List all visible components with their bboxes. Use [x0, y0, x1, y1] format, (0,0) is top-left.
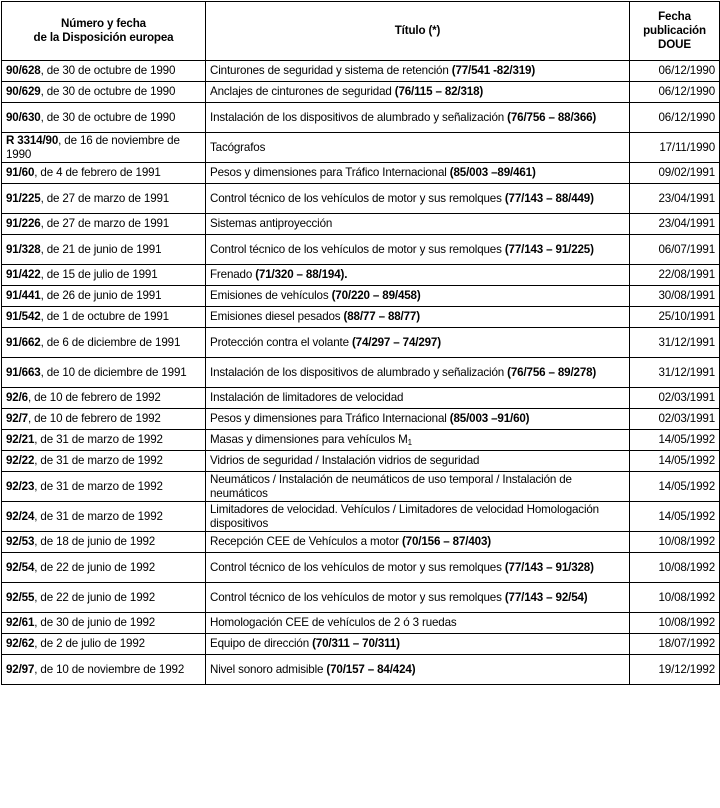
title-cell [206, 655, 630, 685]
table-row [2, 328, 720, 358]
header-col3-label: Fecha publicación DOUE [643, 10, 706, 51]
directive-number: 92/54 [6, 560, 35, 574]
directive-number: 92/97 [6, 662, 35, 676]
publication-date: 14/05/1992 [630, 502, 720, 532]
directive-date: , de 27 de marzo de 1991 [40, 217, 170, 230]
directive-title: Tacógrafos [210, 140, 266, 154]
amended-directives-ref: (77/143 – 88/449) [504, 191, 594, 205]
table-body [2, 61, 720, 685]
publication-date: 23/04/1991 [630, 184, 720, 214]
directive-date: , de 10 de febrero de 1992 [27, 391, 161, 404]
table-row [2, 613, 720, 634]
directive-number: 90/628 [6, 64, 41, 77]
directive-title: Recepción CEE de Vehículos a motor [210, 535, 399, 548]
directive-date: , de 27 de marzo de 1991 [40, 191, 170, 205]
publication-date: 10/08/1992 [630, 532, 720, 553]
directive-number: 91/226 [6, 217, 41, 230]
title-subscript: 1 [407, 438, 412, 447]
directive-date: , de 10 de noviembre de 1992 [34, 662, 185, 676]
directive-title: Sistemas antiproyección [210, 217, 333, 230]
directive-title: Masas y dimensiones para vehículos M [210, 433, 408, 446]
directive-title: Homologación CEE de vehículos de 2 ó 3 ruedas [210, 616, 457, 629]
directive-number: 91/60 [6, 166, 35, 179]
title-cell [206, 451, 630, 472]
table-row [2, 430, 720, 451]
directive-cell [2, 235, 206, 265]
directive-date: , de 18 de junio de 1992 [34, 535, 156, 548]
header-publication-date [630, 2, 720, 61]
publication-date: 06/12/1990 [630, 82, 720, 103]
title-cell [206, 532, 630, 553]
publication-date: 06/07/1991 [630, 235, 720, 265]
directive-title: Control técnico de los vehículos de motor y sus remolques [210, 191, 502, 205]
directive-title: Neumáticos / Instalación de neumáticos de uso temporal / Instalación de neumáticos [210, 472, 572, 500]
directive-date: , de 31 de marzo de 1992 [34, 433, 163, 446]
title-cell [206, 328, 630, 358]
directive-cell [2, 358, 206, 388]
title-cell [206, 235, 630, 265]
directive-title: Equipo de dirección [210, 637, 309, 650]
amended-directives-ref: (71/320 – 88/194). [255, 268, 348, 281]
directives-table [1, 1, 720, 685]
directive-number: 92/53 [6, 535, 35, 548]
publication-date: 06/12/1990 [630, 103, 720, 133]
directive-date: , de 4 de febrero de 1991 [34, 166, 161, 179]
directive-date: , de 31 de marzo de 1992 [34, 454, 163, 467]
table-row [2, 583, 720, 613]
title-cell [206, 82, 630, 103]
table-row [2, 388, 720, 409]
directive-cell [2, 61, 206, 82]
table-row [2, 451, 720, 472]
title-cell [206, 583, 630, 613]
directive-number: 91/663 [6, 365, 41, 379]
publication-date: 22/08/1991 [630, 265, 720, 286]
directive-date: , de 22 de junio de 1992 [34, 560, 156, 574]
publication-date: 31/12/1991 [630, 358, 720, 388]
amended-directives-ref: (85/003 –89/461) [449, 166, 536, 179]
publication-date: 14/05/1992 [630, 430, 720, 451]
amended-directives-ref: (77/541 -82/319) [451, 64, 536, 77]
directive-number: 92/24 [6, 509, 35, 523]
table-row [2, 553, 720, 583]
title-cell [206, 502, 630, 532]
directive-date: , de 16 de noviembre de 1990 [6, 133, 180, 161]
publication-date: 10/08/1992 [630, 553, 720, 583]
directive-cell [2, 388, 206, 409]
directive-number: 92/6 [6, 391, 28, 404]
directive-date: , de 1 de octubre de 1991 [40, 310, 169, 323]
directive-title: Instalación de los dispositivos de alumbrado y señalización [210, 365, 505, 379]
title-cell [206, 613, 630, 634]
directive-cell [2, 184, 206, 214]
directive-date: , de 31 de marzo de 1992 [34, 479, 163, 493]
directive-title: Emisiones de vehículos [210, 289, 329, 302]
directive-title: Control técnico de los vehículos de motor y sus remolques [210, 242, 502, 256]
table-row [2, 82, 720, 103]
publication-date: 31/12/1991 [630, 328, 720, 358]
amended-directives-ref: (70/220 – 89/458) [331, 289, 421, 302]
table-row [2, 286, 720, 307]
directive-cell [2, 328, 206, 358]
header-directive-number-date [2, 2, 206, 61]
directive-number: 91/225 [6, 191, 41, 205]
publication-date: 30/08/1991 [630, 286, 720, 307]
table-row [2, 184, 720, 214]
table-row [2, 214, 720, 235]
amended-directives-ref: (77/143 – 91/328) [504, 560, 594, 574]
directive-title: Instalación de limitadores de velocidad [210, 391, 404, 404]
table-row [2, 532, 720, 553]
directive-cell [2, 214, 206, 235]
publication-date: 23/04/1991 [630, 214, 720, 235]
directive-title: Instalación de los dispositivos de alumbrado y señalización [210, 110, 505, 124]
directive-cell [2, 265, 206, 286]
table-row [2, 655, 720, 685]
directive-date: , de 22 de junio de 1992 [34, 590, 156, 604]
directive-cell [2, 451, 206, 472]
directive-number: 91/662 [6, 335, 41, 349]
publication-date: 10/08/1992 [630, 613, 720, 634]
directive-cell [2, 553, 206, 583]
amended-directives-ref: (77/143 – 91/225) [504, 242, 594, 256]
directive-number: 92/7 [6, 412, 28, 425]
directive-date: , de 10 de diciembre de 1991 [40, 365, 187, 379]
title-cell [206, 634, 630, 655]
directive-number: 92/23 [6, 479, 35, 493]
title-cell [206, 103, 630, 133]
table-row [2, 235, 720, 265]
amended-directives-ref: (77/143 – 92/54) [504, 590, 588, 604]
amended-directives-ref: (74/297 – 74/297) [351, 335, 441, 349]
directive-date: , de 30 de octubre de 1990 [40, 110, 176, 124]
directive-date: , de 10 de febrero de 1992 [27, 412, 161, 425]
directive-title: Protección contra el volante [210, 335, 349, 349]
title-cell [206, 430, 630, 451]
directive-title: Pesos y dimensiones para Tráfico Internacional [210, 412, 447, 425]
title-cell [206, 553, 630, 583]
title-cell [206, 307, 630, 328]
directive-title: Emisiones diesel pesados [210, 310, 341, 323]
directive-cell [2, 286, 206, 307]
directive-number: R 3314/90 [6, 133, 59, 147]
publication-date: 18/07/1992 [630, 634, 720, 655]
publication-date: 06/12/1990 [630, 61, 720, 82]
amended-directives-ref: (70/157 – 84/424) [326, 662, 416, 676]
title-cell [206, 388, 630, 409]
directive-date: , de 30 de octubre de 1990 [40, 64, 176, 77]
table-row [2, 634, 720, 655]
table-row [2, 472, 720, 502]
title-cell [206, 184, 630, 214]
header-col2-label: Título (*) [394, 24, 441, 37]
directive-title: Cinturones de seguridad y sistema de retención [210, 64, 449, 77]
directive-cell [2, 655, 206, 685]
table-row [2, 358, 720, 388]
directive-date: , de 30 de junio de 1992 [34, 616, 156, 629]
directive-cell [2, 307, 206, 328]
directive-number: 91/422 [6, 268, 41, 281]
amended-directives-ref: (70/156 – 87/403) [401, 535, 491, 548]
directive-cell [2, 634, 206, 655]
directive-date: , de 30 de octubre de 1990 [40, 85, 176, 98]
directive-title: Pesos y dimensiones para Tráfico Internacional [210, 166, 447, 179]
title-cell [206, 409, 630, 430]
directive-cell [2, 430, 206, 451]
directive-title: Anclajes de cinturones de seguridad [210, 85, 392, 98]
publication-date: 17/11/1990 [630, 133, 720, 163]
header-col1-label: Número y fecha de la Disposición europea [33, 17, 174, 44]
table-row [2, 163, 720, 184]
table-row [2, 61, 720, 82]
amended-directives-ref: (85/003 –91/60) [449, 412, 530, 425]
title-cell [206, 214, 630, 235]
title-cell [206, 286, 630, 307]
header-row [2, 2, 720, 61]
header-title [206, 2, 630, 61]
directive-cell [2, 163, 206, 184]
title-cell [206, 61, 630, 82]
directive-title: Frenado [210, 268, 253, 281]
table-row [2, 103, 720, 133]
amended-directives-ref: (88/77 – 88/77) [343, 310, 420, 323]
directives-document [1, 1, 720, 685]
directive-number: 90/630 [6, 110, 41, 124]
title-cell [206, 163, 630, 184]
table-header [2, 2, 720, 61]
directive-number: 92/22 [6, 454, 35, 467]
amended-directives-ref: (70/311 – 70/311) [312, 637, 400, 650]
directive-date: , de 6 de diciembre de 1991 [40, 335, 181, 349]
directive-number: 92/21 [6, 433, 35, 446]
directive-date: , de 26 de junio de 1991 [40, 289, 162, 302]
directive-cell [2, 103, 206, 133]
title-cell [206, 358, 630, 388]
publication-date: 09/02/1991 [630, 163, 720, 184]
directive-cell [2, 583, 206, 613]
directive-cell [2, 472, 206, 502]
directive-cell [2, 133, 206, 163]
table-row [2, 265, 720, 286]
directive-cell [2, 613, 206, 634]
directive-number: 90/629 [6, 85, 41, 98]
directive-cell [2, 502, 206, 532]
publication-date: 10/08/1992 [630, 583, 720, 613]
directive-cell [2, 532, 206, 553]
directive-title: Limitadores de velocidad. Vehículos / Limitadores de velocidad Homologación dispositivos [210, 502, 599, 530]
publication-date: 02/03/1991 [630, 388, 720, 409]
table-row [2, 409, 720, 430]
directive-date: , de 2 de julio de 1992 [34, 637, 145, 650]
publication-date: 25/10/1991 [630, 307, 720, 328]
directive-number: 91/328 [6, 242, 41, 256]
directive-number: 92/61 [6, 616, 35, 629]
directive-number: 91/542 [6, 310, 41, 323]
directive-date: , de 31 de marzo de 1992 [34, 509, 163, 523]
directive-title: Vidrios de seguridad / Instalación vidrios de seguridad [210, 454, 480, 467]
directive-number: 92/55 [6, 590, 35, 604]
directive-cell [2, 82, 206, 103]
amended-directives-ref: (76/115 – 82/318) [394, 85, 484, 98]
table-row [2, 133, 720, 163]
amended-directives-ref: (76/756 – 88/366) [507, 110, 597, 124]
directive-title: Control técnico de los vehículos de motor y sus remolques [210, 560, 502, 574]
title-cell [206, 133, 630, 163]
amended-directives-ref: (76/756 – 89/278) [507, 365, 597, 379]
publication-date: 14/05/1992 [630, 472, 720, 502]
publication-date: 14/05/1992 [630, 451, 720, 472]
directive-date: , de 15 de julio de 1991 [40, 268, 158, 281]
publication-date: 19/12/1992 [630, 655, 720, 685]
title-cell [206, 265, 630, 286]
directive-number: 91/441 [6, 289, 41, 302]
title-cell [206, 472, 630, 502]
directive-number: 92/62 [6, 637, 35, 650]
table-row [2, 502, 720, 532]
directive-title: Nivel sonoro admisible [210, 662, 324, 676]
directive-cell [2, 409, 206, 430]
publication-date: 02/03/1991 [630, 409, 720, 430]
directive-title: Control técnico de los vehículos de motor y sus remolques [210, 590, 502, 604]
table-row [2, 307, 720, 328]
directive-date: , de 21 de junio de 1991 [40, 242, 162, 256]
